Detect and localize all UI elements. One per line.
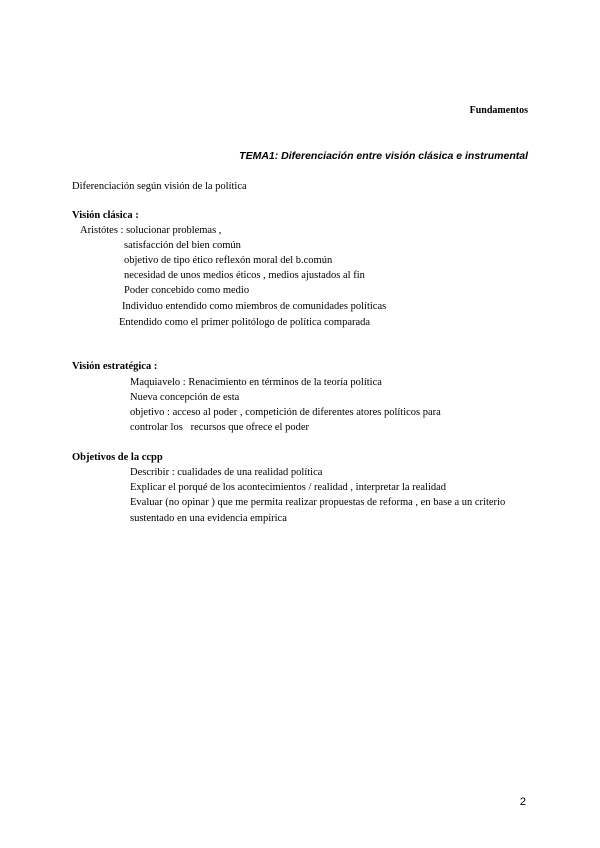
classic-line: Individuo entendido como miembros de comunidades políticas <box>122 301 387 312</box>
strategic-line: Nueva concepción de esta <box>130 392 240 403</box>
strategic-line: objetivo : acceso al poder , competición de diferentes atores políticos para <box>130 407 441 418</box>
page-number: 2 <box>519 796 526 808</box>
intro-line: Diferenciación según visión de la política <box>72 181 247 192</box>
section-header: Fundamentos <box>469 105 528 116</box>
classic-line: objetivo de tipo ético reflexón moral del b.común <box>124 255 333 266</box>
classic-line: Aristótes : solucionar problemas , <box>80 225 222 236</box>
classic-line: satisfacción del bien común <box>124 240 241 251</box>
objectives-line: Explicar el porqué de los acontecimientos / realidad , interpretar la realidad <box>130 482 447 493</box>
classic-line: Entendido como el primer politólogo de política comparada <box>119 317 371 328</box>
topic-title: TEMA1: Diferenciación entre visión clásica e instrumental <box>239 150 528 162</box>
classic-line: necesidad de unos medios éticos , medios ajustados al fin <box>124 270 365 281</box>
strategic-line: Maquiavelo : Renacimiento en términos de la teoría política <box>130 377 382 388</box>
objectives-line: Describir : cualidades de una realidad política <box>130 467 323 478</box>
objectives-line: sustentado en una evidencia empírica <box>130 513 287 524</box>
strategic-line: controlar los recursos que ofrece el poder <box>130 422 310 433</box>
strategic-heading: Visión estratégica : <box>72 361 158 372</box>
objectives-heading: Objetivos de la ccpp <box>72 452 163 463</box>
objectives-line: Evaluar (no opinar ) que me permita realizar propuestas de reforma , en base a un criterio <box>130 497 506 508</box>
classic-line: Poder concebido como medio <box>124 285 250 296</box>
classic-heading: Visión clásica : <box>72 210 139 221</box>
